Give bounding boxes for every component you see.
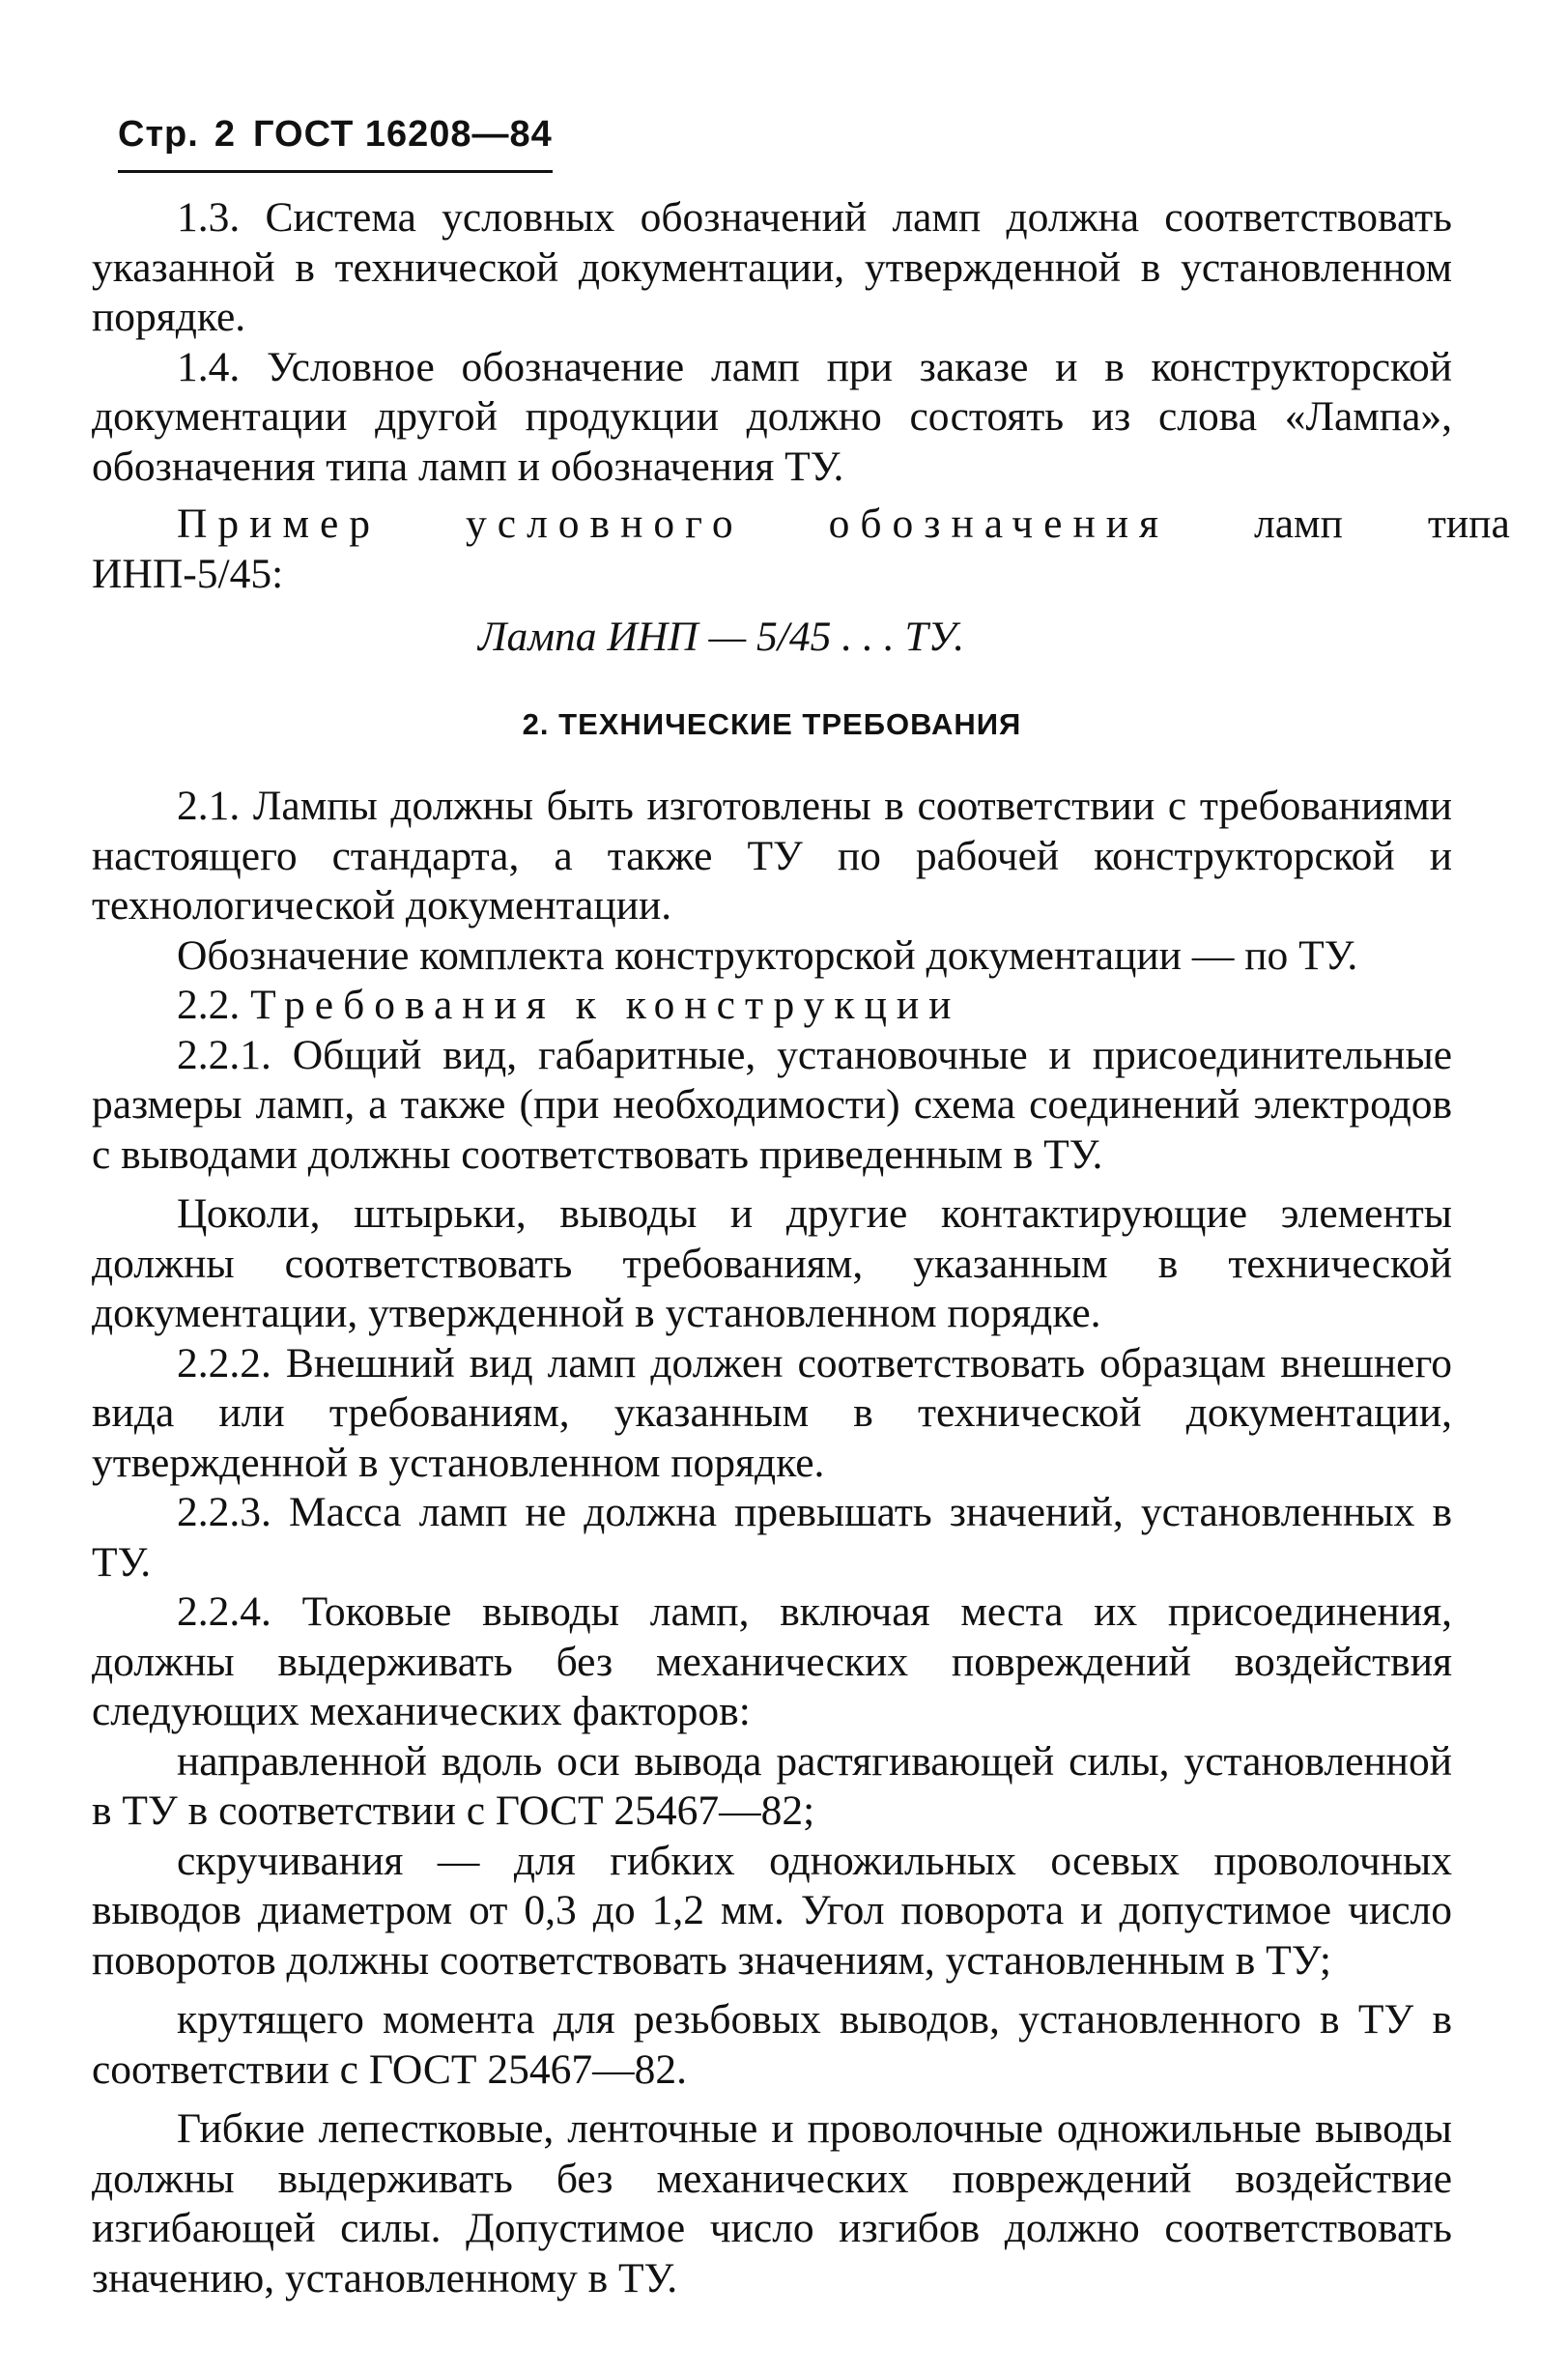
clause-2-2-heading xyxy=(92,981,1452,1031)
spacer xyxy=(92,1986,1452,1995)
list-item-torque: крутящего момента для резьбовых выводов, установленного в ТУ в соответствии с ГОСТ 25467—82. xyxy=(92,1996,1452,2093)
clause-1-3: 1.3. Система условных обозначений ламп должна соответствовать указанной в технической документации, утвержденной в установленном порядке. xyxy=(92,194,1452,340)
clause-2-2-3: 2.2.3. Масса ламп не должна превышать значений, установленных в ТУ. xyxy=(92,1489,1452,1586)
designation-example: Лампа ИНП — 5/45 . . . ТУ. xyxy=(478,614,965,660)
page-header xyxy=(118,114,553,156)
document-body xyxy=(92,193,1510,2303)
example-word-3: обозначения xyxy=(828,500,1170,547)
example-continuation: ИНП-5/45: xyxy=(92,550,284,597)
clause-2-1-designation: Обозначение комплекта конструкторской документации — по ТУ. xyxy=(177,931,1358,979)
clause-flexible-leads: Гибкие лепестковые, ленточные и проволочные одножильные выводы должны выдерживать без механических повреждений воздействие изгибающей силы. Допустимое число изгибов должно соответствовать значению, установленному в ТУ. xyxy=(92,2105,1452,2302)
example-word-2: условного xyxy=(466,500,744,547)
clause-1-4: 1.4. Условное обозначение ламп при заказе и в конструкторской документации другой продукции должно состоять из слова «Лампа», обозначения типа ламп и обозначения ТУ. xyxy=(92,343,1452,490)
list-item-tension: направленной вдоль оси вывода растягивающей силы, установленной в ТУ в соответствии с ГОСТ 25467—82; xyxy=(92,1737,1452,1834)
clause-2-2-4: 2.2.4. Токовые выводы ламп, включая места их присоединения, должны выдерживать без механических повреждений воздействия следующих механических факторов: xyxy=(92,1588,1452,1734)
page-label: Стр. xyxy=(118,114,199,155)
example-line xyxy=(92,500,1510,550)
spacer xyxy=(92,1180,1452,1189)
example-word-5: типа xyxy=(1427,500,1510,547)
spacer xyxy=(92,2095,1452,2104)
example-word-4: ламп xyxy=(1254,500,1343,547)
page-number: 2 xyxy=(214,114,236,155)
list-item-torsion: скручивания — для гибких одножильных осевых проволочных выводов диаметром от 0,3 до 1,2 мм. Угол поворота и допустимое число поворотов должны соответствовать значениям, установленным в ТУ; xyxy=(92,1837,1452,1984)
section-2-title: 2. ТЕХНИЧЕСКИЕ ТРЕБОВАНИЯ xyxy=(522,706,1022,741)
example-word-1: Пример xyxy=(177,500,382,547)
clause-2-2-1-contacts: Цоколи, штырьки, выводы и другие контактирующие элементы должны соответствовать требованиям, указанным в технической документации, утвержденной в установленном порядке. xyxy=(92,1190,1452,1336)
clause-2-2-2: 2.2.2. Внешний вид ламп должен соответствовать образцам внешнего вида или требованиям, указанным в технической документации, утвержденной в установленном порядке. xyxy=(92,1339,1452,1486)
clause-2-2-title: Требования к конструкции xyxy=(250,982,961,1028)
clause-2-2-1: 2.2.1. Общий вид, габаритные, установочные и присоединительные размеры ламп, а также (при необходимости) схема соединений электродов с выводами должны соответствовать приведенным в ТУ. xyxy=(92,1031,1452,1178)
clause-2-1: 2.1. Лампы должны быть изготовлены в соответствии с требованиями настоящего стандарта, а также ТУ по рабочей конструкторской и технологической документации. xyxy=(92,783,1452,929)
standard-code: ГОСТ 16208—84 xyxy=(252,114,553,155)
clause-2-2-number: 2.2. xyxy=(177,982,241,1028)
header-rule xyxy=(118,170,553,173)
